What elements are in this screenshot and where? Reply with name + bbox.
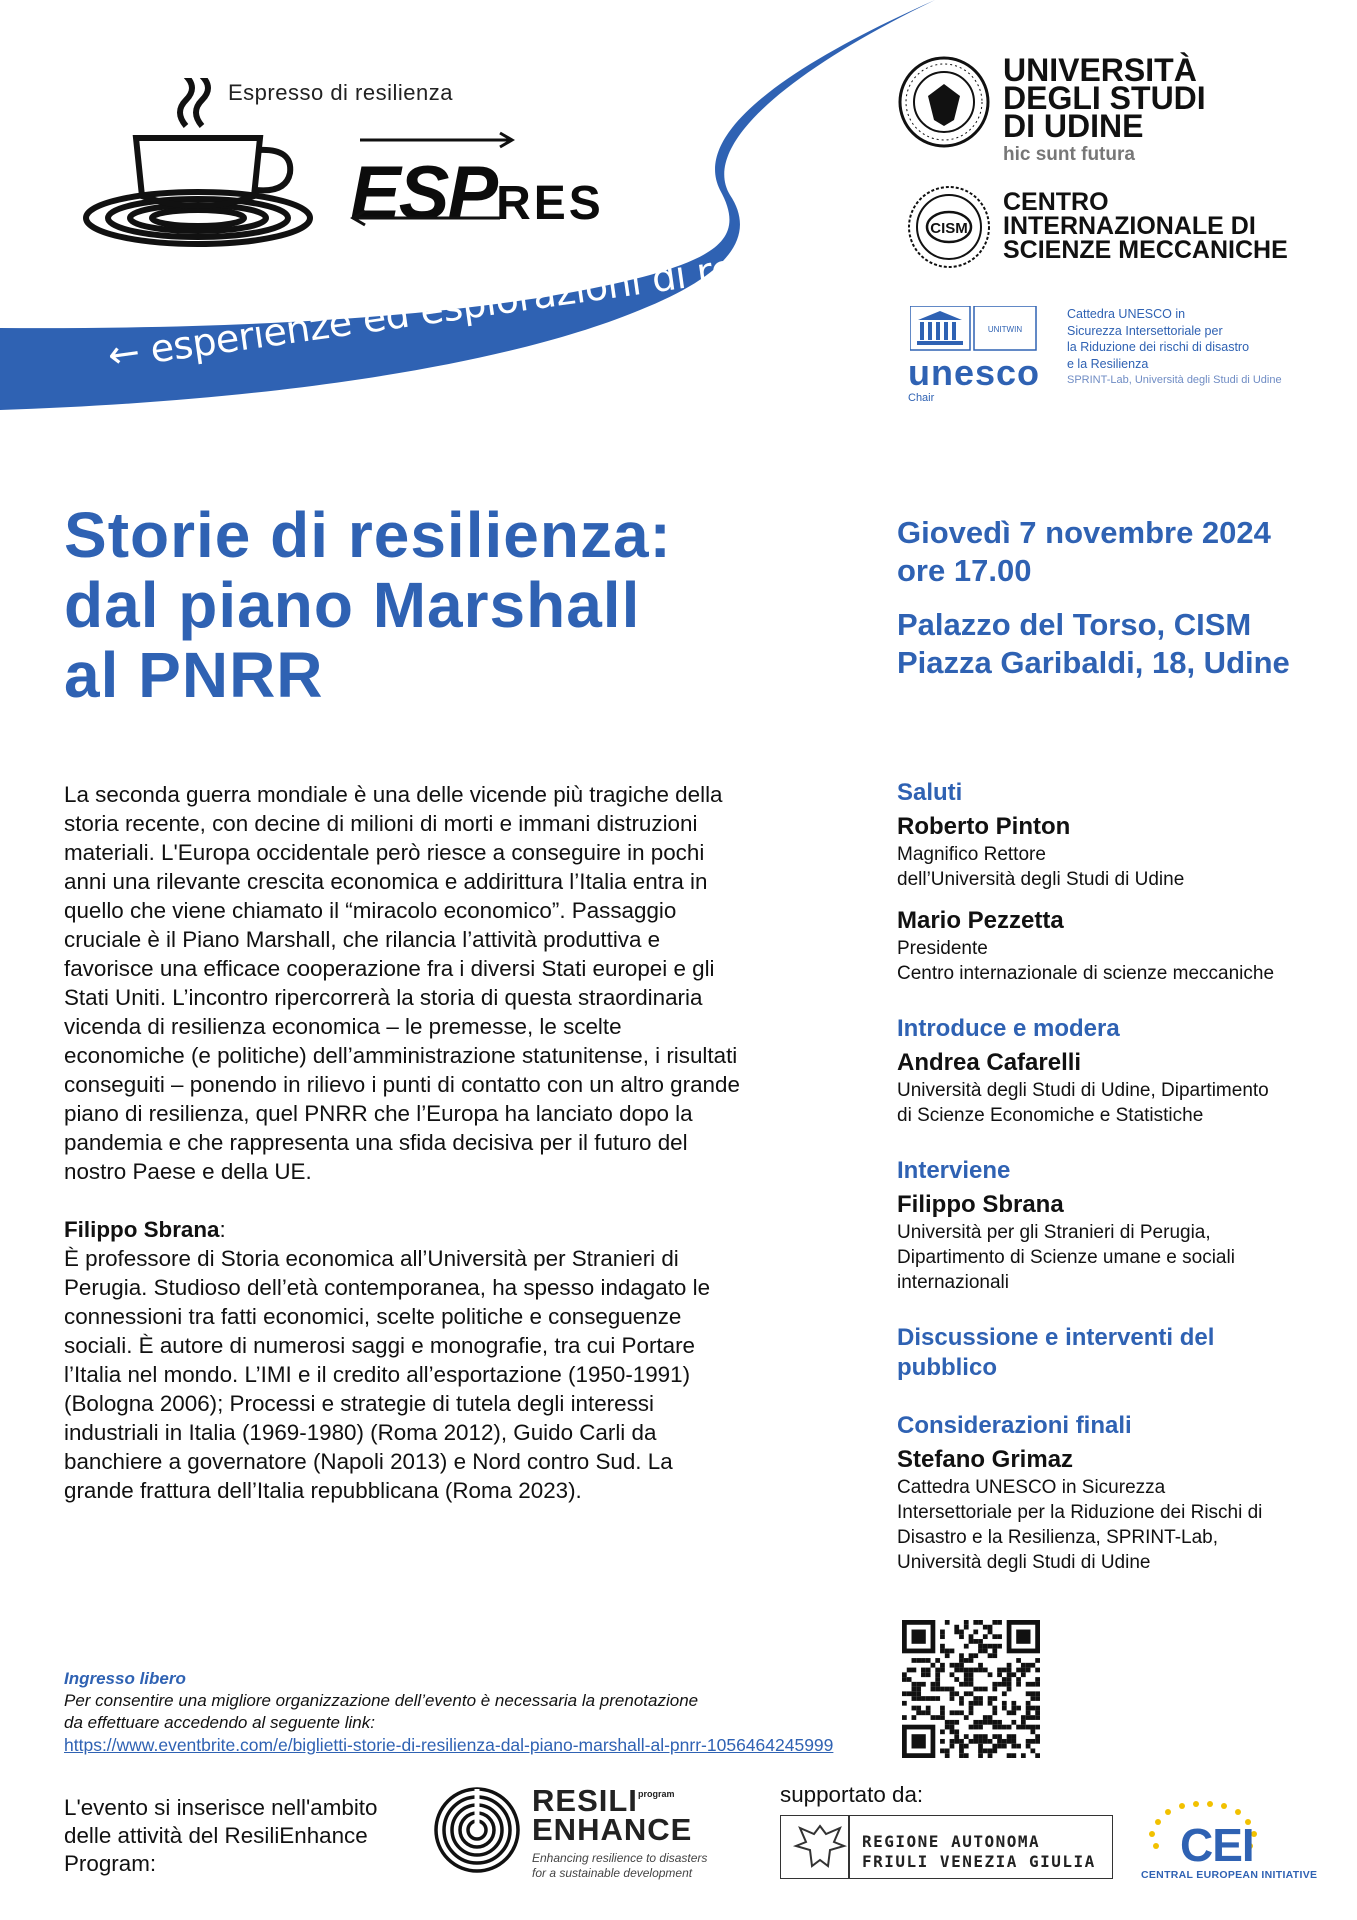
description-line: storia recente, con decine di milioni di morti e immani distruzioni: [64, 811, 698, 836]
speaker: [897, 1190, 1337, 1295]
description-line: pandemia e che rappresenta una sfida decisiva per il futuro del: [64, 1130, 688, 1155]
description-line: cruciale è il Piano Marshall, che rilancia l’attività produttiva e: [64, 927, 661, 952]
bio-colon: :: [219, 1217, 226, 1242]
bio-line: connessioni tra fatti economici, scelte politiche e conseguenze: [64, 1304, 682, 1329]
unesco-word: unesco: [908, 352, 1041, 393]
program-section-heading: Introduce e modera: [897, 1015, 1120, 1042]
program-context: [64, 1794, 377, 1878]
context-line: delle attività del ResiliEnhance: [64, 1823, 368, 1848]
context-line: Program:: [64, 1851, 157, 1876]
speaker-name: Andrea Cafarelli: [897, 1049, 1082, 1076]
speaker-role: Università degli Studi di Udine, Dipartimento: [897, 1080, 1269, 1101]
unesco-chair-description: [1067, 306, 1282, 389]
bio-line: industriali in Italia (1969-1980) (Roma 2012), Guido Carli da: [64, 1420, 657, 1445]
bio-line: Perugia. Studioso dell’età contemporanea, ha spesso indagato le: [64, 1275, 711, 1300]
description-line: La seconda guerra mondiale è una delle vicende più tragiche della: [64, 782, 723, 807]
arrow-right-icon: [360, 130, 520, 150]
program-section: [897, 778, 1337, 986]
cei-wordmark: CEI: [1180, 1819, 1254, 1871]
unesco-desc-line: Sicurezza Intersettoriale per: [1067, 323, 1223, 338]
resili-sub-line: for a sustainable development: [532, 1866, 693, 1880]
bio-line: sociali. È autore di numerosi saggi e monografie, tra cui Portare: [64, 1333, 695, 1358]
university-line-2: DEGLI STUDI: [1003, 80, 1206, 116]
university-seal-icon: [898, 56, 990, 148]
program-section-heading: Discussione e interventi del: [897, 1324, 1215, 1351]
fvg-name: [862, 1832, 1096, 1872]
cism-line-2: INTERNAZIONALE DI: [1003, 212, 1256, 240]
event-datetime: [897, 514, 1271, 590]
registration-text-2: da effettuare accedendo al seguente link:: [64, 1713, 375, 1732]
fvg-line-2: FRIULI VENEZIA GIULIA: [862, 1852, 1096, 1871]
speaker-name: Mario Pezzetta: [897, 907, 1064, 934]
description-line: nostro Paese e della UE.: [64, 1159, 312, 1184]
description-line: economiche (e politiche) dell’amministrazione statunitense, i risultati: [64, 1043, 738, 1068]
program-section-heading: Interviene: [897, 1157, 1011, 1184]
speaker-role: Presidente: [897, 938, 988, 959]
title-line-1: Storie di resilienza:: [64, 499, 672, 571]
speaker: [897, 1445, 1337, 1575]
arrow-left-icon: [350, 208, 500, 228]
speaker-role: Magnifico Rettore: [897, 844, 1046, 865]
event-address: Piazza Garibaldi, 18, Udine: [897, 645, 1290, 680]
speaker-role: Cattedra UNESCO in Sicurezza: [897, 1477, 1166, 1498]
bio-line: grande frattura dell’Italia repubblicana (Roma 2023).: [64, 1478, 582, 1503]
registration-info: [64, 1668, 833, 1756]
description-line: piano di resilienza, quel PNRR che l’Europa ha lanciato dopo la: [64, 1101, 693, 1126]
bio-line: banchiere a governatore (Napoli 2013) e Nord contro Sud. La: [64, 1449, 673, 1474]
program-section: [897, 1014, 1337, 1128]
logo-tagline: Espresso di resilienza: [228, 80, 453, 105]
resilienhance-logo-icon: [433, 1786, 521, 1874]
speaker-role: dell’Università degli Studi di Udine: [897, 869, 1185, 890]
bio-name: Filippo Sbrana: [64, 1217, 220, 1242]
banner-slogan-text: esperienze ed esplorazioni di resilienza: [147, 226, 874, 372]
description-line: Stati Uniti. L’incontro ripercorrerà la storia di questa straordinaria: [64, 985, 703, 1010]
description-line: anni una rilevante crescita economica e addirittura l’Italia entra in: [64, 869, 708, 894]
description-line: vicenda di resilienza economica – le premesse, le scelte: [64, 1014, 622, 1039]
event-time: ore 17.00: [897, 553, 1032, 588]
unesco-desc-sub: SPRINT-Lab, Università degli Studi di Udine: [1067, 374, 1282, 386]
bio-text: [64, 1244, 804, 1505]
speaker-role: Disastro e la Resilienza, SPRINT-Lab,: [897, 1527, 1219, 1548]
title-line-3: al PNRR: [64, 639, 324, 711]
university-motto: hic sunt futura: [1003, 144, 1135, 165]
unesco-temple-icon: [910, 306, 1040, 352]
unitwin-text: UNITWIN: [987, 325, 1023, 334]
registration-link[interactable]: https://www.eventbrite.com/e/biglietti-storie-di-resilienza-dal-piano-marshall-al-pnrr-1056464245999: [64, 1735, 834, 1755]
registration-text-1: Per consentire una migliore organizzazione dell’evento è necessaria la prenotazione: [64, 1691, 699, 1710]
supported-by-label: supportato da:: [780, 1782, 924, 1807]
divider-line: [848, 1815, 850, 1879]
cism-name: [1003, 190, 1288, 262]
speaker-role: di Scienze Economiche e Statistiche: [897, 1105, 1204, 1126]
cism-seal-text: CISM: [930, 220, 968, 237]
program-section: [897, 1323, 1337, 1383]
description-line: favorisce una efficace cooperazione fra i diversi Stati europei e gli: [64, 956, 715, 981]
program-section: [897, 1156, 1337, 1295]
event-venue: Palazzo del Torso, CISM: [897, 607, 1252, 642]
logo-main: ESP: [350, 151, 497, 236]
unesco-desc-line: la Riduzione dei rischi di disastro: [1067, 340, 1250, 354]
description-line: conseguiti – ponendo in rilievo i punti di contatto con un altro grande: [64, 1072, 740, 1097]
speaker-name: Roberto Pinton: [897, 813, 1071, 840]
bio-line: l’Italia nel mondo. L’IMI e il credito all’esportazione (1950-1991): [64, 1362, 691, 1387]
program-section-heading: Considerazioni finali: [897, 1412, 1132, 1439]
cism-seal-icon: [906, 184, 992, 270]
logo-res: RES: [496, 177, 604, 230]
event-location: [897, 606, 1290, 682]
qr-code[interactable]: [902, 1620, 1040, 1758]
description-line: quello che viene chiamato il “miracolo economico”. Passaggio: [64, 898, 677, 923]
context-line: L'evento si inserisce nell'ambito: [64, 1795, 378, 1820]
speaker-role: Dipartimento di Scienze umane e sociali: [897, 1247, 1235, 1268]
cei-subtitle: CENTRAL EUROPEAN INITIATIVE: [1141, 1869, 1318, 1881]
description-line: materiali. L'Europa occidentale però riesce a conseguire in pochi: [64, 840, 705, 865]
speaker-name: Filippo Sbrana: [897, 1191, 1064, 1218]
speaker-name: Stefano Grimaz: [897, 1446, 1074, 1473]
event-description: [64, 780, 804, 1186]
speaker: [897, 1048, 1337, 1128]
speaker-role: Intersettoriale per la Riduzione dei Rischi di: [897, 1502, 1263, 1523]
fvg-line-1: REGIONE AUTONOMA: [862, 1832, 1041, 1851]
event-date: Giovedì 7 novembre 2024: [897, 515, 1271, 550]
university-line-1: UNIVERSITÀ: [1003, 52, 1197, 88]
program-section: [897, 1411, 1337, 1575]
bio-line: È professore di Storia economica all’Università per Stranieri di: [64, 1246, 679, 1271]
resili-program-label: program: [638, 1789, 675, 1799]
bio-line: (Bologna 2006); Processi e strategie di tutela degli interessi: [64, 1391, 654, 1416]
bio-heading: [64, 1215, 226, 1244]
unesco-chair: Chair: [908, 392, 935, 404]
event-program: [897, 778, 1337, 1603]
registration-heading: Ingresso libero: [64, 1669, 186, 1688]
speaker-role: Centro internazionale di scienze meccaniche: [897, 963, 1275, 984]
speaker: [897, 812, 1337, 892]
unesco-desc-line: Cattedra UNESCO in: [1067, 307, 1186, 321]
speaker-role: Università per gli Stranieri di Perugia,: [897, 1222, 1211, 1243]
resili-line-2: ENHANCE: [532, 1812, 693, 1847]
title-line-2: dal piano Marshall: [64, 569, 641, 641]
speaker: [897, 906, 1337, 986]
cism-line-3: SCIENZE MECCANICHE: [1003, 236, 1288, 264]
program-section-heading: pubblico: [897, 1354, 997, 1381]
banner-slogan: ← esperienze ed esplorazioni di resilienza →: [105, 220, 916, 378]
program-section-heading: Saluti: [897, 779, 963, 806]
unesco-desc-line: e la Resilienza: [1067, 356, 1149, 371]
university-name: [1003, 52, 1206, 144]
eagle-icon: [790, 1820, 850, 1874]
speaker-role: Università degli Studi di Udine: [897, 1552, 1151, 1573]
resili-subtitle: [532, 1851, 707, 1881]
resili-line-1: RESILI: [532, 1783, 638, 1818]
university-line-3: DI UDINE: [1003, 108, 1144, 144]
cism-line-1: CENTRO: [1003, 188, 1109, 216]
speaker-role: internazionali: [897, 1272, 1009, 1293]
resili-sub-line: Enhancing resilience to disasters: [532, 1851, 708, 1865]
event-title: [64, 500, 672, 710]
